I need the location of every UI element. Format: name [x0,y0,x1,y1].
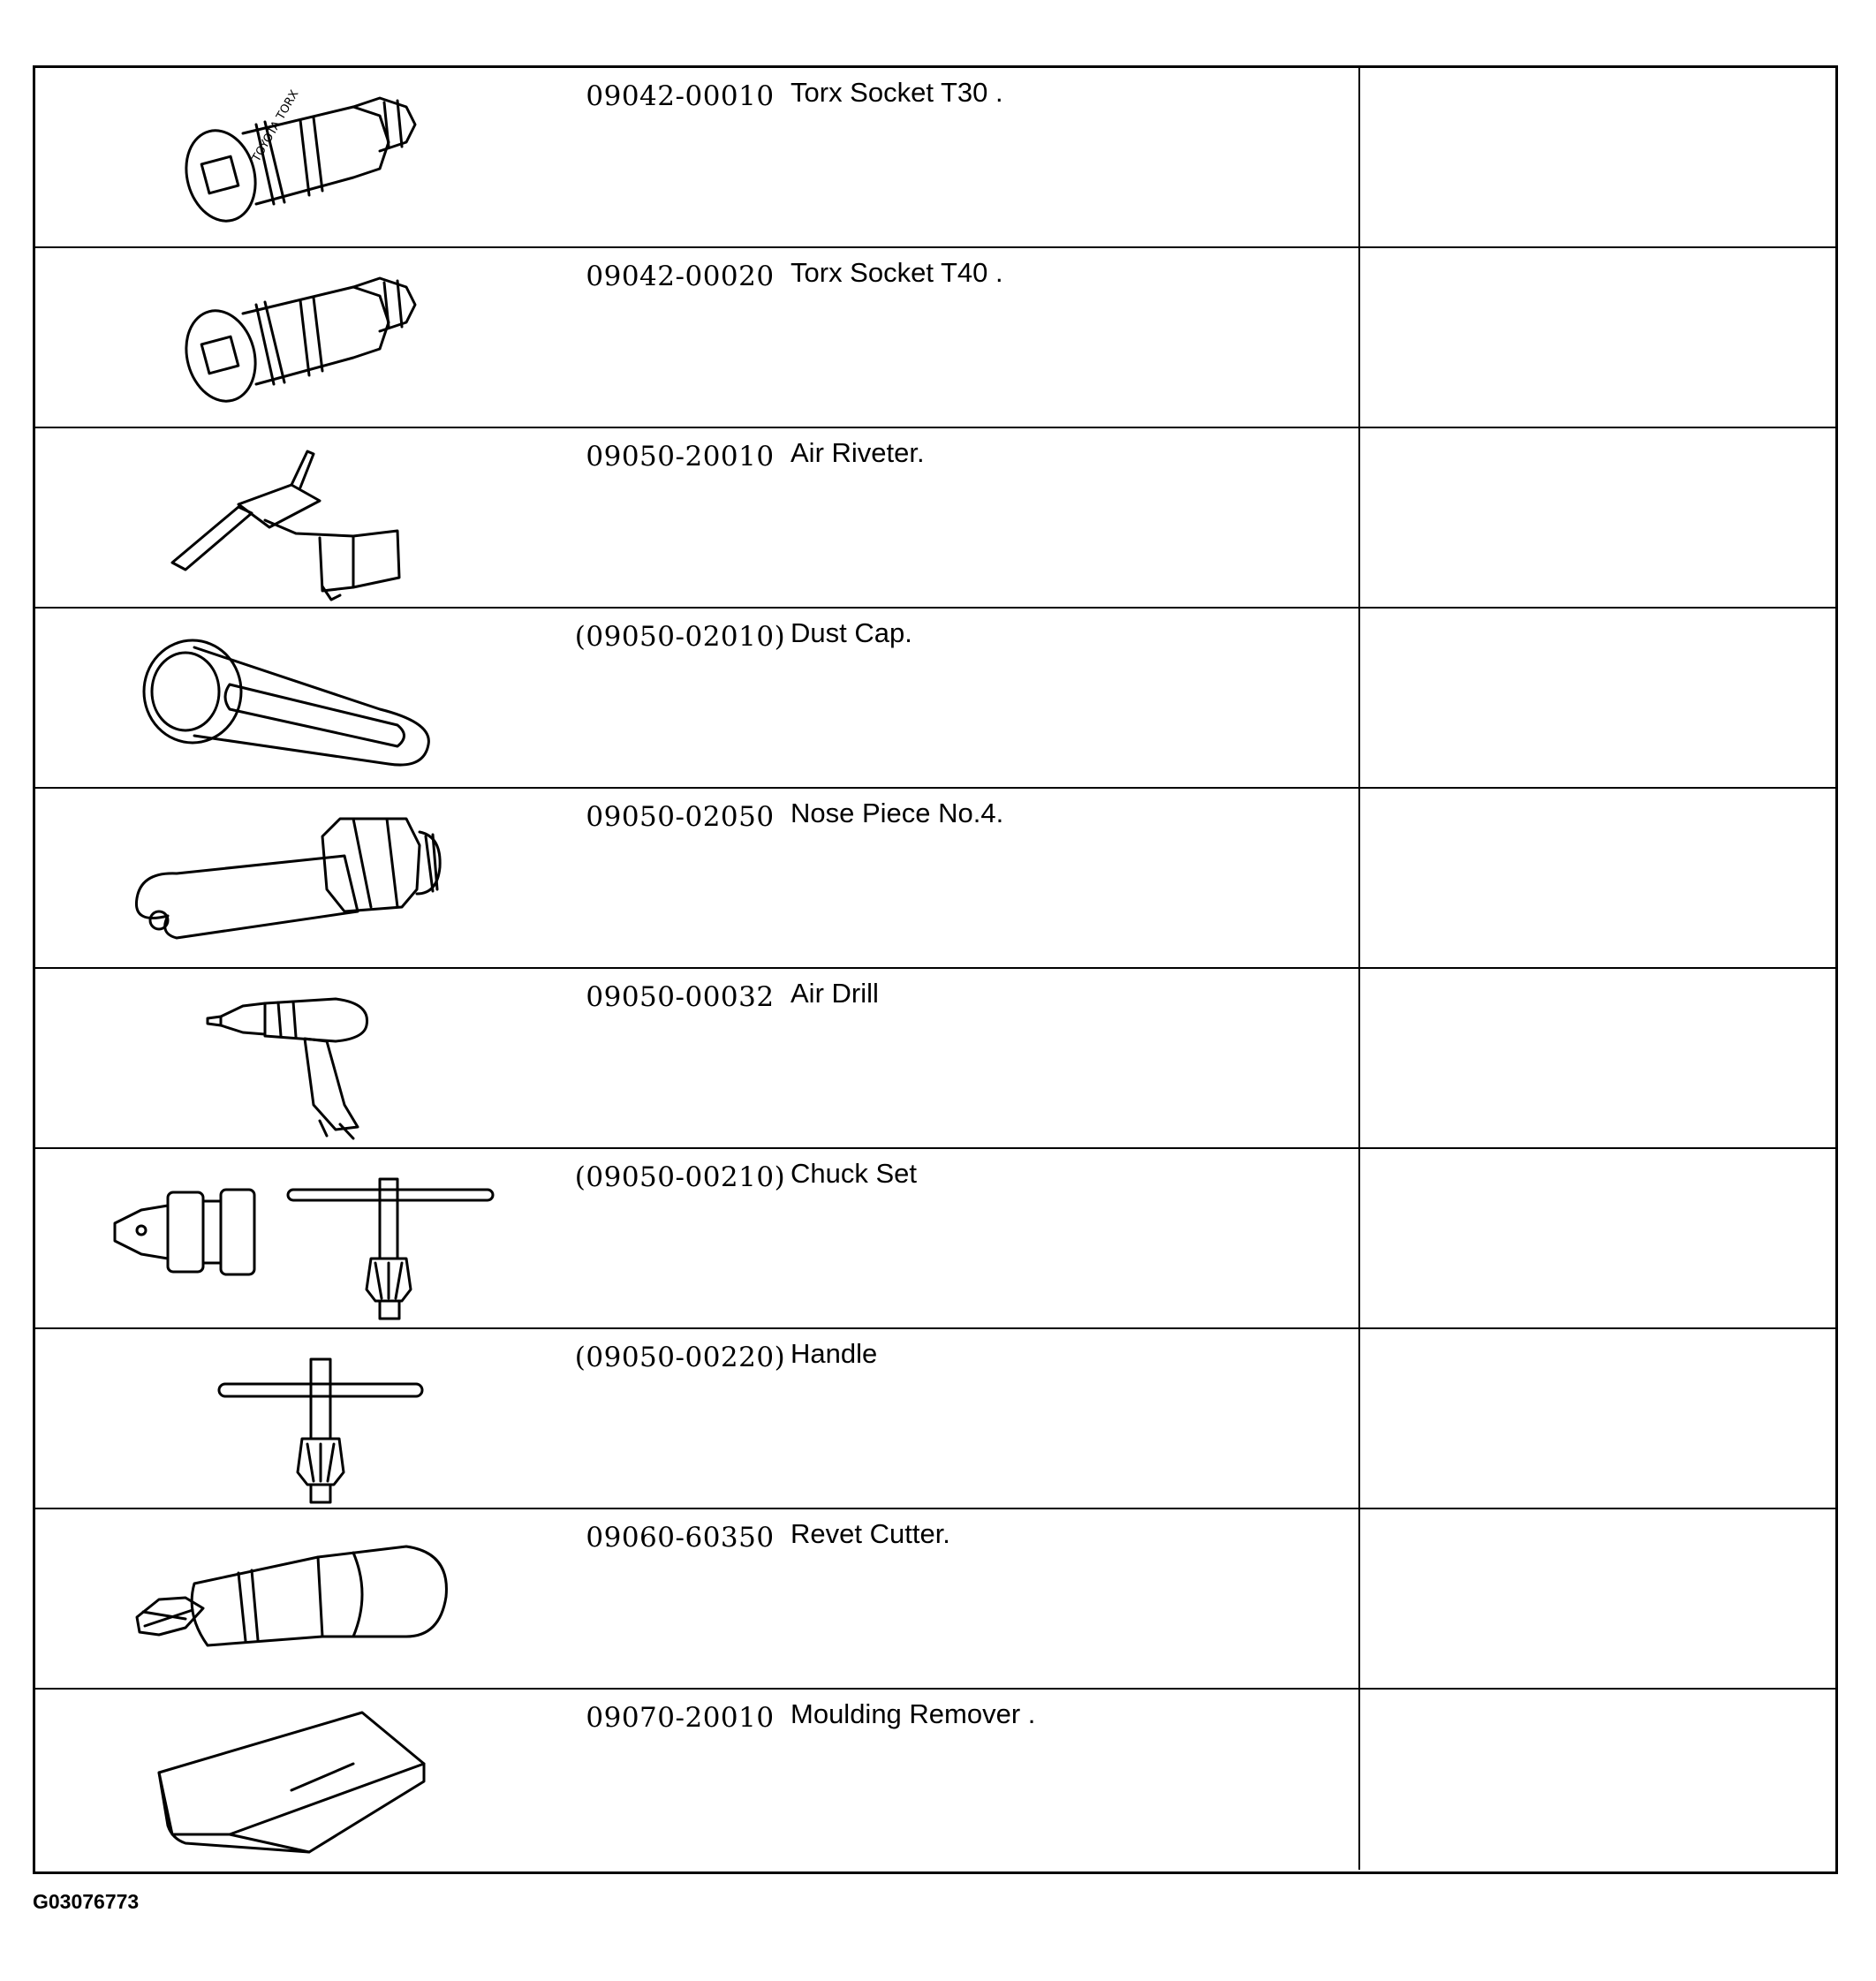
dust-cap-icon [88,612,548,785]
notes-cell [1360,609,1835,787]
part-number: (09050-00220) [574,1342,786,1373]
part-number: 09050-00032 [586,981,775,1013]
part-description: Nose Piece No.4. [790,798,1004,828]
chuck-set-icon [88,1153,548,1326]
table-row [35,1690,1835,1870]
notes-cell [1360,1149,1835,1327]
table-row [35,789,1835,969]
torx-socket-icon [88,252,548,425]
part-number: 09070-20010 [586,1702,775,1734]
chuck-handle-icon [88,1333,548,1506]
part-number: 09042-00010 [586,80,775,112]
notes-cell [1360,428,1835,607]
part-number: 09042-00020 [586,261,775,292]
part-description: Dust Cap. [790,617,912,648]
part-number: 09060-60350 [586,1522,775,1554]
notes-cell [1360,68,1835,246]
notes-cell [1360,248,1835,427]
table-row [35,248,1835,428]
notes-cell [1360,1509,1835,1688]
socket-marking-label: TOYOTA TORX [249,87,302,164]
table-row [35,1329,1835,1509]
part-number: (09050-02010) [574,621,786,653]
part-number: 09050-02050 [586,801,775,833]
part-description: Handle [790,1338,878,1369]
notes-cell [1360,969,1835,1147]
table-row [35,969,1835,1149]
table-row [35,1509,1835,1690]
table-row [35,609,1835,789]
table-row [35,68,1835,248]
table-row [35,1149,1835,1329]
part-description: Revet Cutter. [790,1518,950,1549]
notes-cell [1360,1690,1835,1870]
special-tools-table [33,65,1838,1874]
part-description: Moulding Remover . [790,1698,1036,1729]
notes-cell [1360,789,1835,967]
table-row [35,428,1835,609]
part-description: Air Riveter. [790,437,925,468]
air-drill-icon [88,972,548,1146]
part-description: Torx Socket T30 . [790,77,1003,108]
part-description: Air Drill [790,978,879,1009]
torx-socket-icon [88,72,548,245]
rivet-cutter-icon [88,1513,548,1686]
air-riveter-icon [88,432,548,605]
moulding-remover-icon [88,1693,548,1866]
nose-piece-icon [88,792,548,965]
part-number: (09050-00210) [574,1161,786,1193]
part-description: Chuck Set [790,1158,918,1189]
part-number: 09050-20010 [586,441,775,473]
figure-id: G03076773 [33,1890,140,1913]
notes-cell [1360,1329,1835,1508]
part-description: Torx Socket T40 . [790,257,1003,288]
